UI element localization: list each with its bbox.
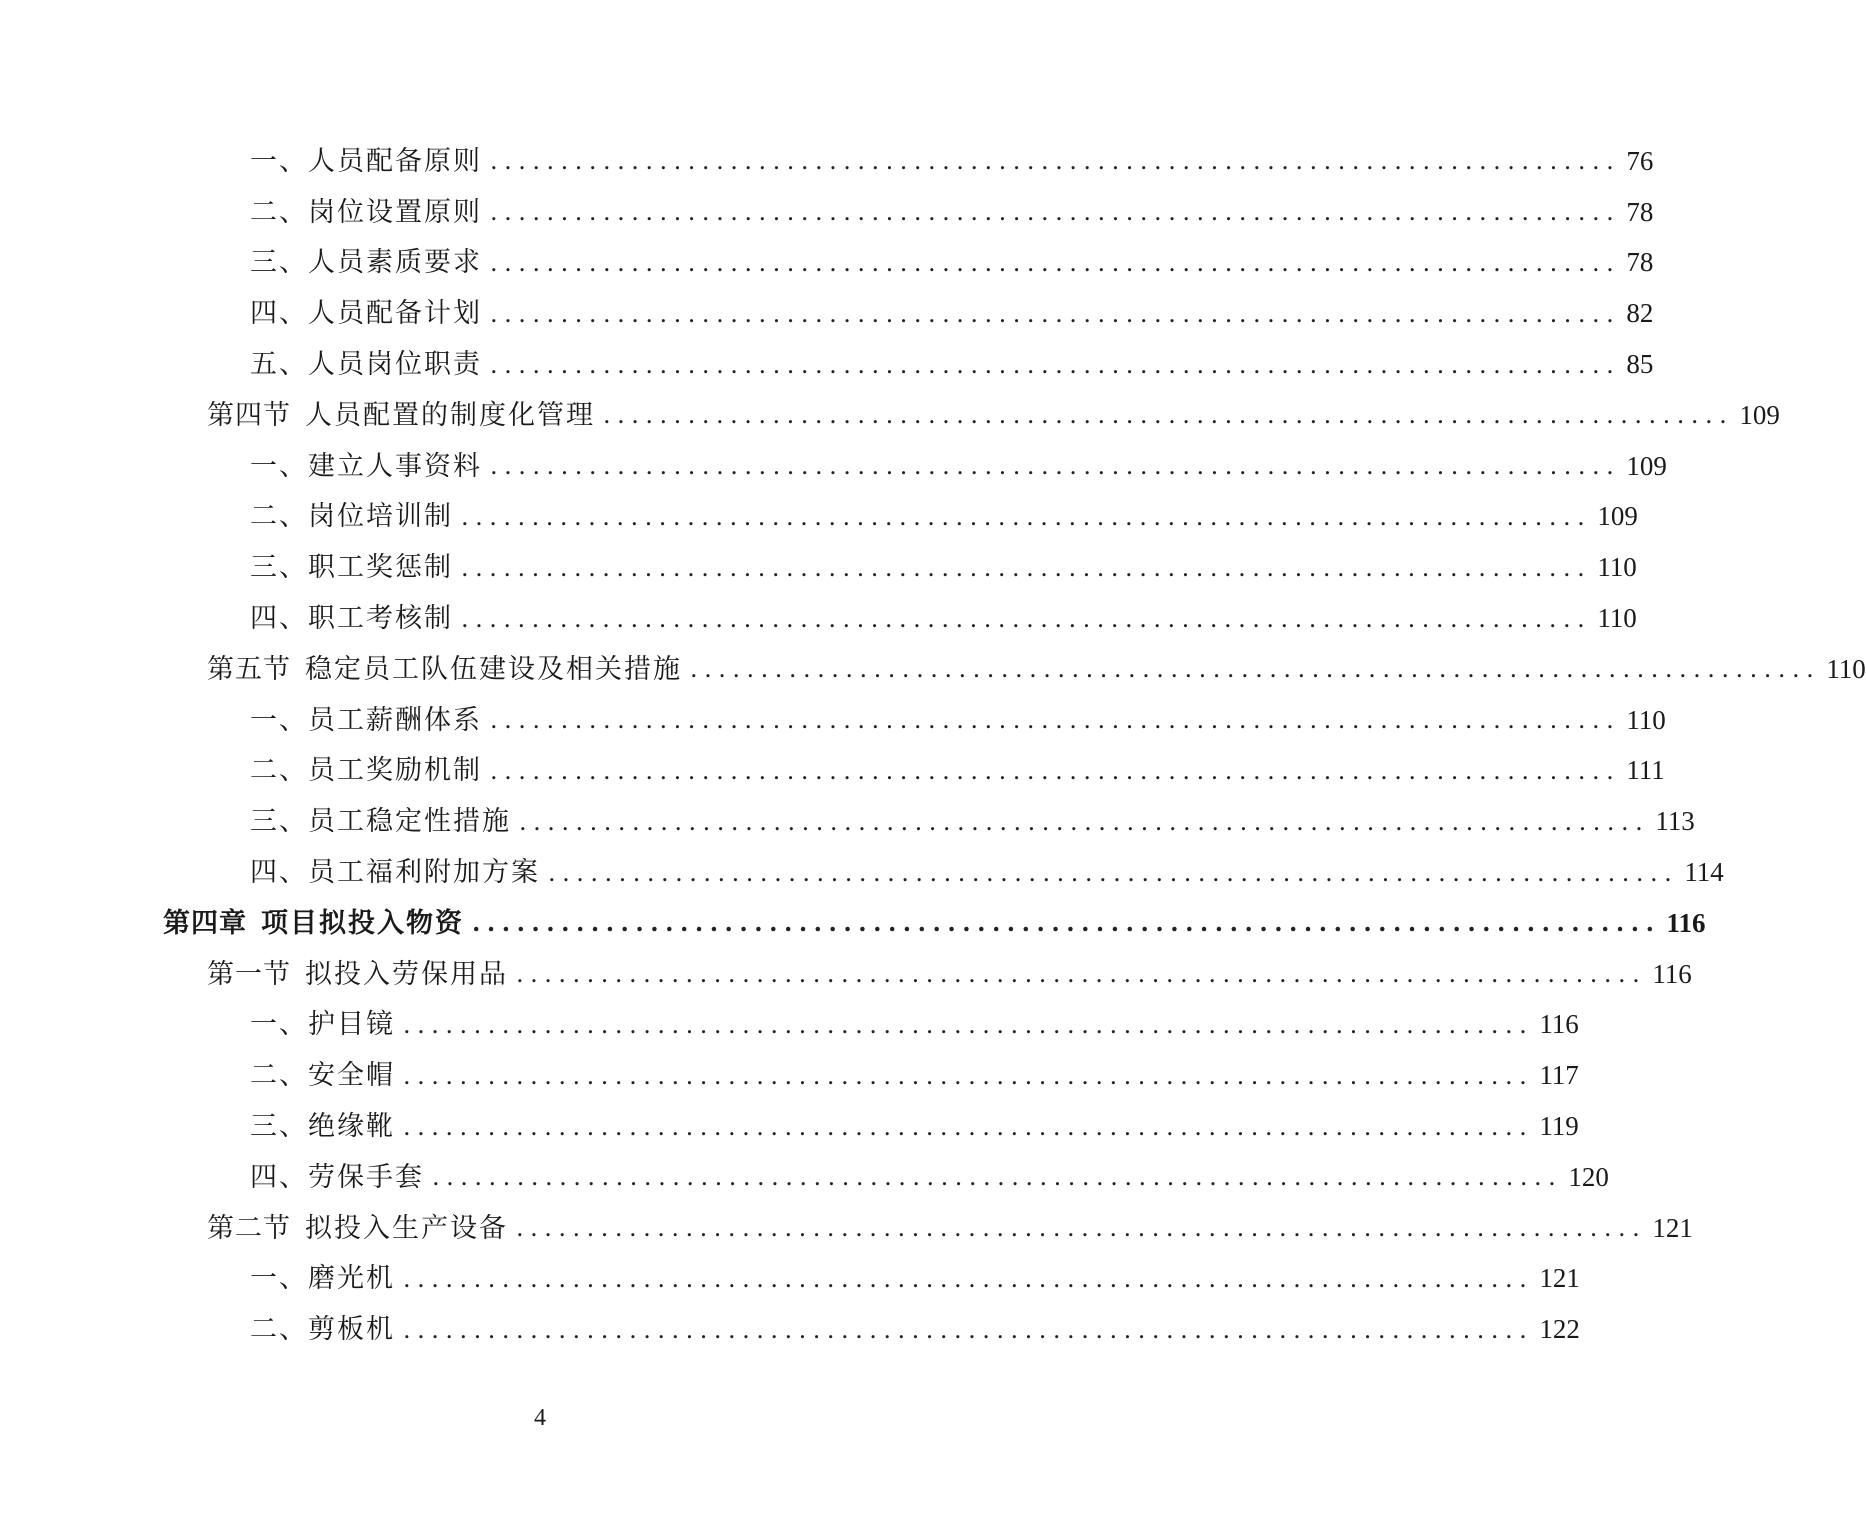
toc-entry-title: 职工考核制: [308, 603, 453, 635]
toc-entry-item[interactable]: [0, 1152, 1609, 1203]
toc-entry-item[interactable]: [0, 136, 1654, 187]
toc-entry-page: 110: [1597, 552, 1637, 583]
toc-entry-page: 109: [1739, 399, 1780, 430]
toc-entry-item[interactable]: [0, 187, 1654, 238]
toc-entry-title: 人员配备计划: [308, 298, 482, 330]
toc-entry-item[interactable]: [0, 1050, 1579, 1101]
toc-entry-title: 项目拟投入物资: [261, 907, 464, 939]
dot-leader: ................................................................................: [461, 553, 1592, 582]
toc-entry-page: 78: [1626, 196, 1654, 227]
dot-leader: ................................................................................: [516, 1214, 1647, 1243]
toc-entry-item[interactable]: [0, 441, 1667, 492]
toc-entry-number: 四、: [250, 1161, 308, 1193]
toc-entry-page: 109: [1626, 450, 1667, 481]
toc-entry-number: 三、: [250, 247, 308, 279]
toc-entry-title: 员工奖励机制: [308, 755, 482, 787]
toc-entry-page: 76: [1626, 145, 1654, 176]
toc-entry-page: 116: [1652, 958, 1692, 989]
toc-entry-title: 员工福利附加方案: [308, 857, 540, 889]
toc-entry-item[interactable]: [0, 339, 1654, 390]
toc-entry-number: 第四节: [207, 399, 291, 431]
dot-leader: ................................................................................: [403, 1061, 1534, 1090]
dot-leader: ................................................................................: [490, 756, 1621, 785]
toc-entry-title: 绝缘靴: [308, 1111, 395, 1143]
toc-entry-page: 116: [1666, 907, 1706, 938]
dot-leader: ................................................................................: [490, 147, 1621, 176]
toc-entry-item[interactable]: [0, 238, 1654, 289]
toc-entry-title: 岗位设置原则: [308, 196, 482, 228]
dot-leader: ................................................................................: [490, 198, 1621, 227]
toc-entry-title: 护目镜: [308, 1009, 395, 1041]
toc-entry-item[interactable]: [0, 746, 1665, 797]
toc-entry-number: 第一节: [207, 958, 291, 990]
toc-entry-page: 119: [1539, 1111, 1579, 1142]
toc-entry-page: 116: [1539, 1009, 1579, 1040]
toc-entry-title: 剪板机: [308, 1314, 395, 1346]
toc-entry-item[interactable]: [0, 1000, 1579, 1051]
toc-entry-title: 员工薪酬体系: [308, 704, 482, 736]
toc-entry-item[interactable]: [0, 1304, 1580, 1355]
toc-entry-item[interactable]: [0, 492, 1638, 543]
dot-leader: ................................................................................: [490, 248, 1621, 277]
table-of-contents: [0, 136, 1866, 1355]
toc-entry-title: 人员素质要求: [308, 247, 482, 279]
toc-entry-page: 111: [1626, 755, 1665, 786]
toc-entry-item[interactable]: [0, 796, 1695, 847]
toc-entry-page: 122: [1539, 1314, 1580, 1345]
toc-entry-item[interactable]: [0, 1101, 1579, 1152]
dot-leader: ................................................................................: [403, 1112, 1534, 1141]
dot-leader: ................................................................................: [461, 604, 1592, 633]
toc-entry-number: 五、: [250, 349, 308, 381]
dot-leader: ................................................................................: [403, 1010, 1534, 1039]
toc-entry-section[interactable]: [0, 390, 1780, 441]
dot-leader: ................................................................................: [461, 502, 1592, 531]
toc-entry-item[interactable]: [0, 288, 1654, 339]
toc-entry-page: 78: [1626, 247, 1654, 278]
toc-entry-title: 拟投入劳保用品: [305, 958, 508, 990]
toc-entry-section[interactable]: [0, 949, 1692, 1000]
toc-entry-item[interactable]: [0, 593, 1637, 644]
toc-entry-title: 安全帽: [308, 1060, 395, 1092]
dot-leader: ................................................................................: [603, 401, 1734, 430]
dot-leader: ................................................................................: [690, 655, 1821, 684]
toc-entry-number: 一、: [250, 704, 308, 736]
toc-entry-page: 121: [1652, 1212, 1693, 1243]
toc-entry-number: 四、: [250, 857, 308, 889]
toc-entry-number: 二、: [250, 1314, 308, 1346]
toc-entry-chapter[interactable]: [0, 898, 1706, 949]
toc-entry-page: 110: [1597, 603, 1637, 634]
toc-entry-number: 一、: [250, 1263, 308, 1295]
toc-entry-number: 二、: [250, 1060, 308, 1092]
toc-entry-number: 二、: [250, 196, 308, 228]
toc-entry-title: 员工稳定性措施: [308, 806, 511, 838]
toc-entry-page: 117: [1539, 1060, 1579, 1091]
dot-leader: ................................................................................: [432, 1163, 1563, 1192]
toc-entry-page: 113: [1655, 806, 1695, 837]
toc-entry-section[interactable]: [0, 644, 1866, 695]
toc-entry-item[interactable]: [0, 1254, 1580, 1305]
dot-leader: ................................................................................: [519, 807, 1650, 836]
toc-entry-number: 一、: [250, 1009, 308, 1041]
toc-entry-item[interactable]: [0, 695, 1666, 746]
dot-leader: ................................................................................: [490, 299, 1621, 328]
dot-leader: ................................................................................: [490, 350, 1621, 379]
page-number: 4: [534, 1405, 546, 1431]
dot-leader: ................................................................................: [472, 908, 1661, 938]
toc-entry-page: 109: [1597, 501, 1638, 532]
toc-entry-page: 85: [1626, 349, 1654, 380]
dot-leader: ................................................................................: [490, 706, 1621, 735]
toc-entry-title: 人员岗位职责: [308, 349, 482, 381]
toc-entry-title: 人员配备原则: [308, 145, 482, 177]
toc-entry-page: 120: [1568, 1161, 1609, 1192]
toc-entry-title: 稳定员工队伍建设及相关措施: [305, 653, 682, 685]
toc-entry-item[interactable]: [0, 847, 1724, 898]
dot-leader: ................................................................................: [403, 1315, 1534, 1344]
toc-entry-title: 岗位培训制: [308, 501, 453, 533]
toc-entry-page: 82: [1626, 298, 1654, 329]
toc-entry-number: 三、: [250, 1111, 308, 1143]
dot-leader: ................................................................................: [516, 960, 1647, 989]
toc-entry-section[interactable]: [0, 1203, 1693, 1254]
dot-leader: ................................................................................: [548, 858, 1679, 887]
toc-entry-page: 121: [1539, 1263, 1580, 1294]
toc-entry-item[interactable]: [0, 542, 1637, 593]
dot-leader: ................................................................................: [490, 452, 1621, 481]
toc-entry-number: 一、: [250, 145, 308, 177]
toc-entry-title: 职工奖惩制: [308, 552, 453, 584]
toc-entry-number: 三、: [250, 806, 308, 838]
toc-entry-title: 磨光机: [308, 1263, 395, 1295]
toc-entry-title: 拟投入生产设备: [305, 1212, 508, 1244]
dot-leader: ................................................................................: [403, 1264, 1534, 1293]
toc-entry-number: 第二节: [207, 1212, 291, 1244]
toc-entry-number: 四、: [250, 603, 308, 635]
toc-entry-number: 四、: [250, 298, 308, 330]
toc-entry-number: 二、: [250, 755, 308, 787]
toc-entry-number: 第四章: [163, 907, 247, 939]
toc-entry-number: 三、: [250, 552, 308, 584]
toc-entry-title: 建立人事资料: [308, 450, 482, 482]
toc-entry-title: 人员配置的制度化管理: [305, 399, 595, 431]
toc-entry-number: 一、: [250, 450, 308, 482]
toc-entry-number: 二、: [250, 501, 308, 533]
toc-entry-page: 114: [1684, 857, 1724, 888]
toc-entry-number: 第五节: [207, 653, 291, 685]
toc-entry-title: 劳保手套: [308, 1161, 424, 1193]
toc-entry-page: 110: [1826, 653, 1866, 684]
toc-entry-page: 110: [1626, 704, 1666, 735]
